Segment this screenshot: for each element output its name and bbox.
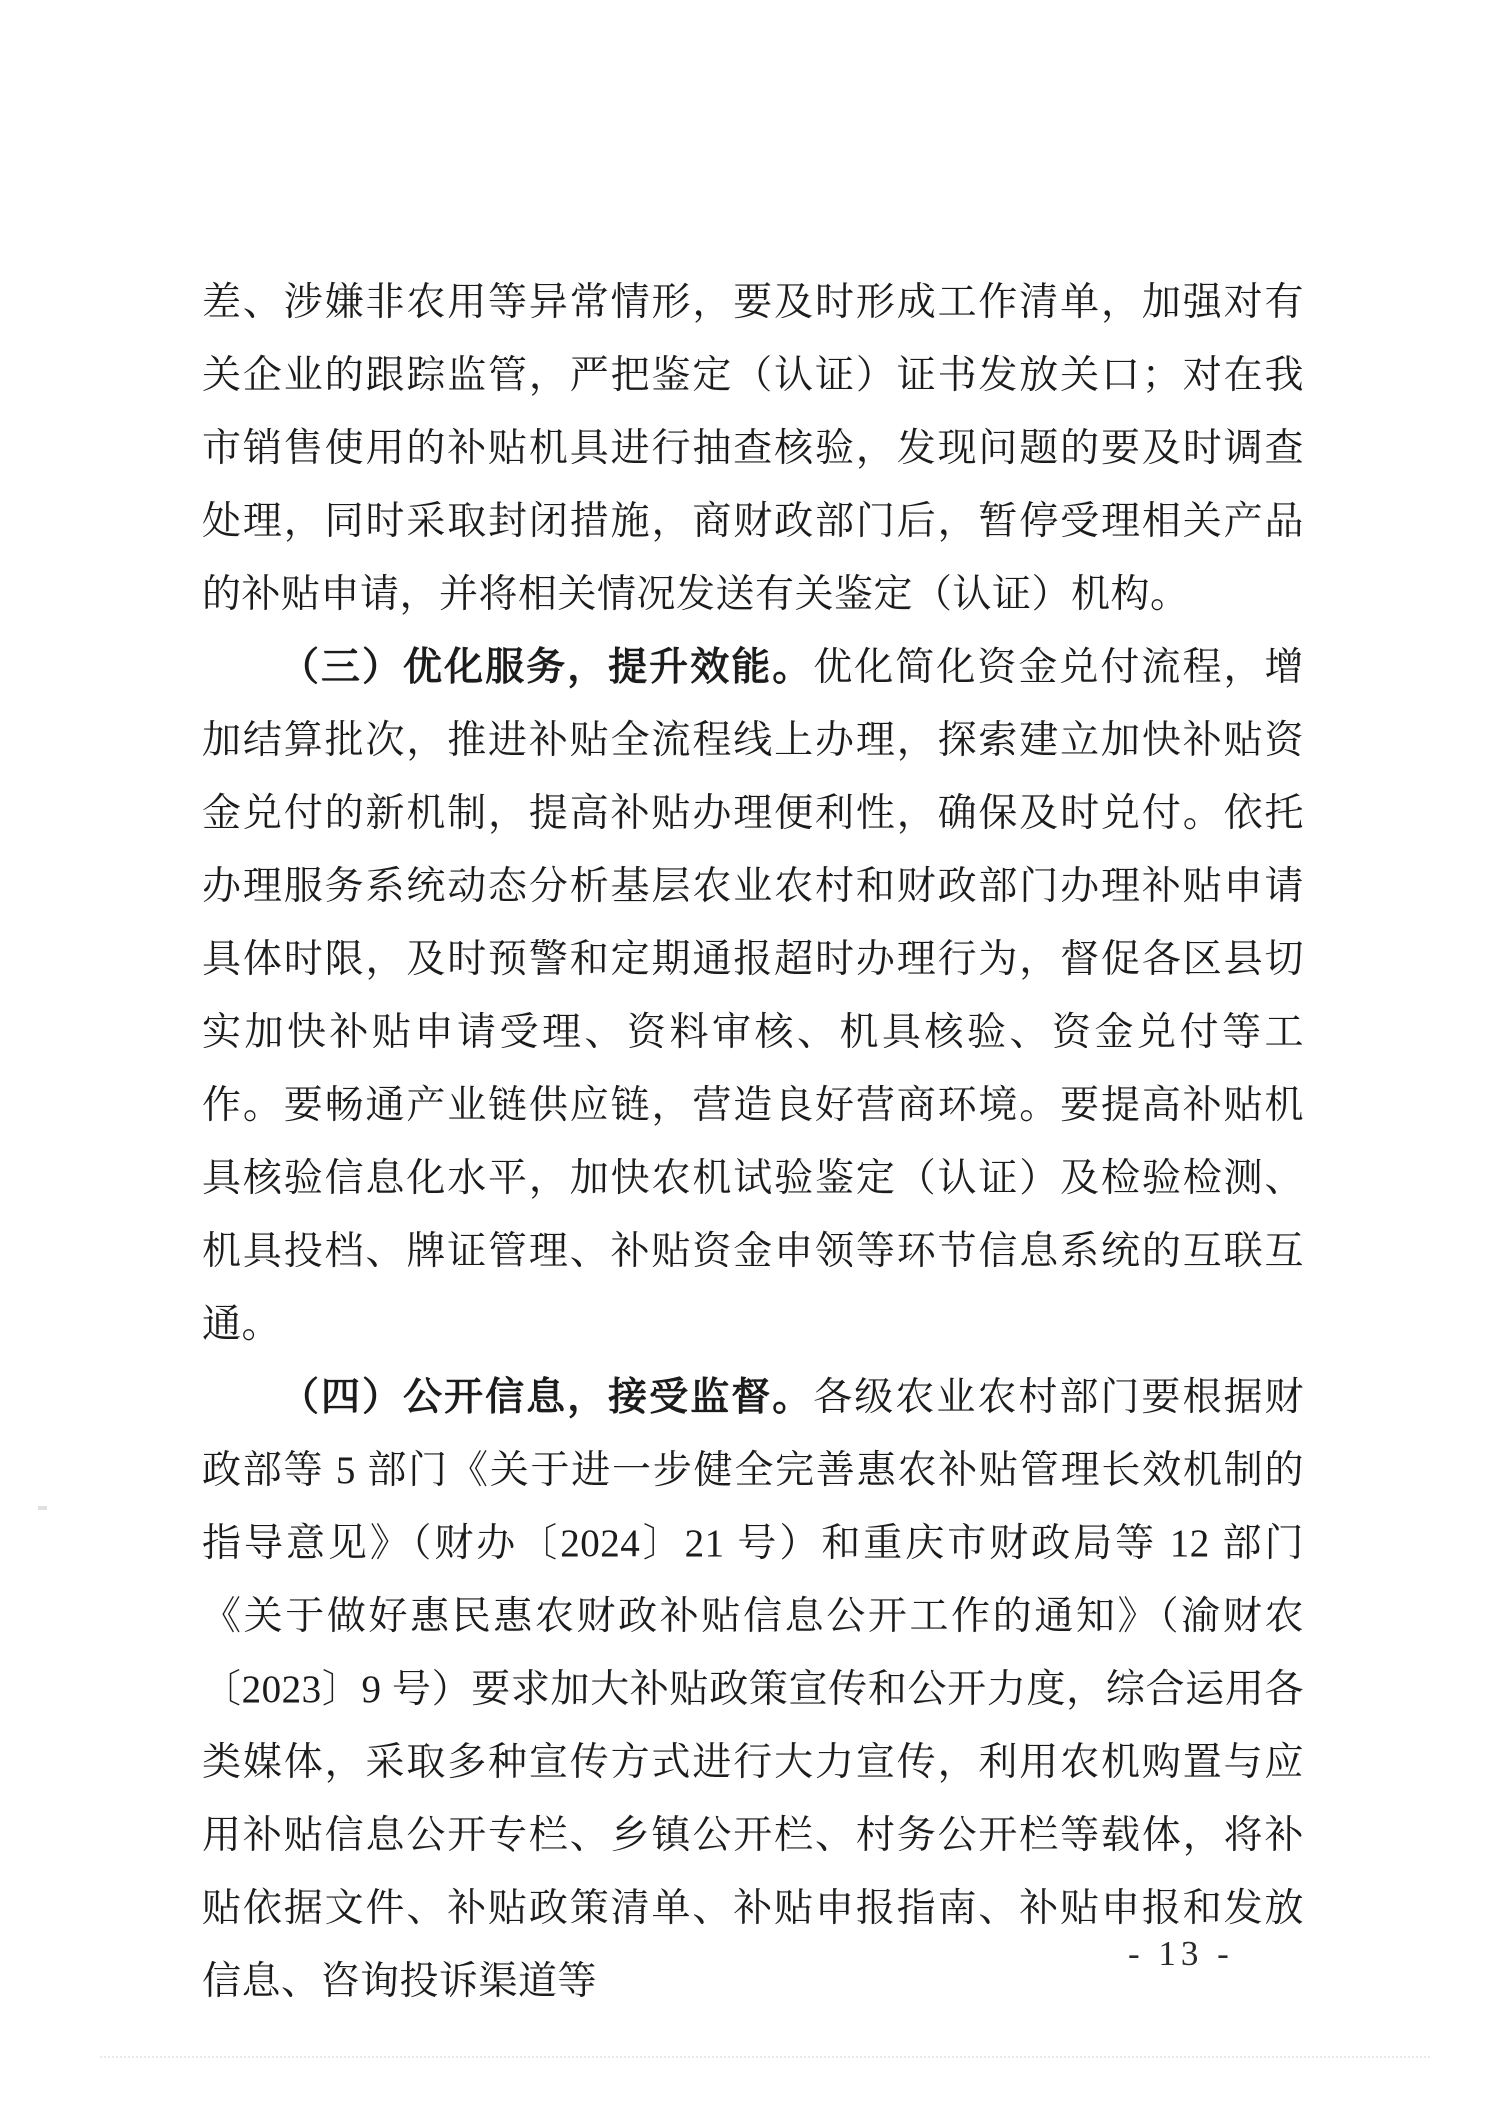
section-heading-3: （三）优化服务，提升效能。 [280, 646, 814, 689]
paragraph-text: 差、涉嫌非农用等异常情形，要及时形成工作清单，加强对有关企业的跟踪监管，严把鉴定（认证）证书发放关口；对在我市销售使用的补贴机具进行抽查核验，发现问题的要及时调查处理，同时采取封闭措施，商财政部门后，暂停受理相关产品的补贴申请，并将相关情况发送有关鉴定（认证）机构。 [202, 281, 1304, 616]
body-paragraph-continuation [202, 266, 1304, 631]
scan-artifact-dots [100, 2056, 1430, 2058]
scan-speck [38, 1506, 47, 1510]
page-number: - 13 - [1128, 1934, 1234, 1973]
paragraph-text: 优化简化资金兑付流程，增加结算批次，推进补贴全流程线上办理，探索建立加快补贴资金兑付的新机制，提高补贴办理便利性，确保及时兑付。依托办理服务系统动态分析基层农业农村和财政部门办理补贴申请具体时限，及时预警和定期通报超时办理行为，督促各区县切实加快补贴申请受理、资料审核、机具核验、资金兑付等工作。要畅通产业链供应链，营造良好营商环境。要提高补贴机具核验信息化水平，加快农机试验鉴定（认证）及检验检测、机具投档、牌证管理、补贴资金申领等环节信息系统的互联互通。 [202, 646, 1304, 1346]
body-paragraph-section-3 [202, 631, 1304, 1361]
paragraph-text: 各级农业农村部门要根据财政部等 5 部门《关于进一步健全完善惠农补贴管理长效机制的指导意见》（财办〔2024〕21 号）和重庆市财政局等 12 部门《关于做好惠民惠农财政补贴信息公开工作的通知》（渝财农〔2023〕9 号）要求加大补贴政策宣传和公开力度，综合运用各类媒体，采取多种宣传方式进行大力宣传，利用农机购置与应用补贴信息公开专栏、乡镇公开栏、村务公开栏等载体，将补贴依据文件、补贴政策清单、补贴申报指南、补贴申报和发放信息、咨询投诉渠道等 [202, 1376, 1304, 2003]
section-heading-4: （四）公开信息，接受监督。 [280, 1376, 814, 1419]
document-body [202, 266, 1304, 2018]
body-paragraph-section-4 [202, 1361, 1304, 2018]
